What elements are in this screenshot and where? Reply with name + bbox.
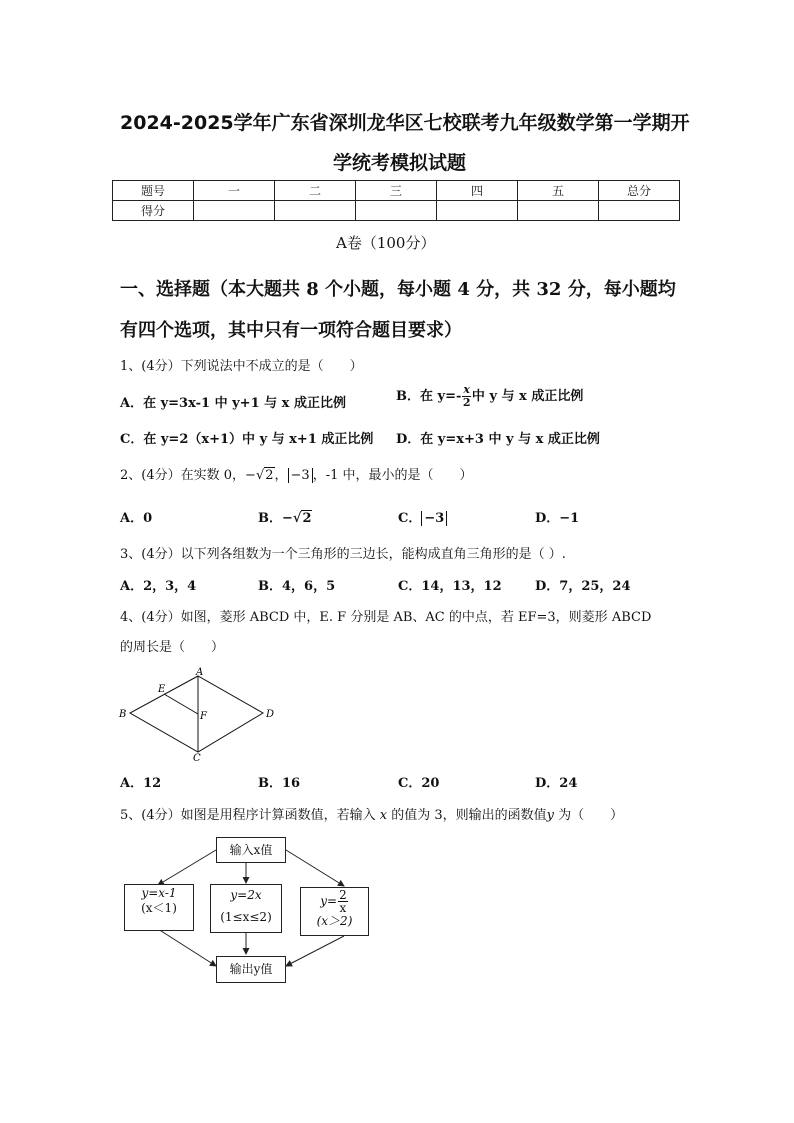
table-cell: 四 [437,181,518,201]
minus-sign: − [245,468,256,483]
q2-stem-prefix: 2、(4分）在实数 0， [120,468,246,483]
section-heading-line-2: 有四个选项，其中只有一项符合题目要求） [120,320,462,341]
table-cell: 一 [194,181,275,201]
table-cell [194,201,275,221]
flow-input-box: 输入x值 [216,837,286,863]
q5-stem-middle: 的值为 3，则输出的函数值 [391,808,547,823]
q1-stem: 1、(4分）下列说法中不成立的是（ ） [120,359,363,374]
table-cell [275,201,356,221]
variable-x: x [379,808,388,823]
variable-y: y [546,808,555,823]
fraction-numerator: x [463,383,470,396]
sqrt-radicand: 2 [302,511,312,526]
table-cell: 总分 [599,181,680,201]
q3-option-c: C．14，13，12 [398,579,502,594]
q2-option-b-prefix: B．− [258,511,293,526]
branch-3-condition: (x＞2) [316,914,353,928]
table-cell [518,201,599,221]
q3-option-b: B．4，6，5 [258,579,336,594]
table-cell [356,201,437,221]
section-heading-line-1: 一、选择题（本大题共 8 个小题，每小题 4 分，共 32 分，每小题均 [120,279,676,300]
label-f: F [200,711,207,722]
flow-branch-3-box [300,887,369,936]
label-e: E [158,684,166,695]
arrow-to-branch-3 [286,850,344,886]
q4-option-a: A．12 [120,776,162,791]
q1-option-b-suffix: 中 y 与 x 成正比例 [471,389,584,404]
q5-stem-suffix: 为（ ） [558,808,624,823]
fraction-denominator: 2 [462,396,471,409]
q2-option-c [398,507,447,526]
q4-stem-line-2: 的周长是（ ） [120,640,225,655]
separator: ， [274,468,288,483]
label-d: D [266,709,275,720]
table-cell [599,201,680,221]
q2-option-a: A．0 [120,511,153,526]
q3-stem: 3、(4分）以下列各组数为一个三角形的三边长，能构成直角三角形的是（ ）. [120,547,566,562]
q2-option-c-prefix: C． [398,511,422,526]
q2-option-b: B．−√2 [258,511,312,526]
branch-1-condition: (x＜1) [141,901,177,915]
absolute-value: −3 [421,511,447,526]
q5-stem [120,804,623,823]
arrow-to-branch-1 [158,850,216,885]
branch-3-formula [301,889,368,914]
absolute-value: −3 [288,468,313,483]
q3-option-a: A．2，3，4 [120,579,197,594]
q1-option-c: C．在 y=2（x+1）中 y 与 x+1 成正比例 [120,432,374,447]
q1-option-d: D．在 y=x+3 中 y 与 x 成正比例 [396,432,600,447]
score-table-score-row [113,201,680,221]
volume-heading: A卷（100分） [336,234,436,252]
label-a: A [196,667,204,678]
branch-2-condition: (1≤x≤2) [220,910,272,924]
fraction-denominator: x [339,901,347,915]
fraction [462,384,471,409]
table-cell: 得分 [113,201,194,221]
q3-option-d: D．7，25，24 [535,579,631,594]
flow-branch-1-box [124,884,194,931]
q4-option-d: D．24 [535,776,578,791]
q2-stem-suffix: ，-1 中，最小的是（ ） [312,468,473,483]
title-line-1: 2024-2025学年广东省深圳龙华区七校联考九年级数学第一学期开 [120,112,690,134]
q4-option-c: C．20 [398,776,440,791]
label-b: B [119,709,127,720]
q1-option-a: A．在 y=3x-1 中 y+1 与 x 成正比例 [120,396,346,411]
table-cell: 题号 [113,181,194,201]
label-c: C [193,753,201,764]
q2-stem: 2、(4分）在实数 0，−√2， −3 ，-1 中，最小的是（ ） [120,468,473,483]
rhombus-outline [130,676,263,752]
q5-stem-prefix: 5、(4分）如图是用程序计算函数值，若输入 [120,808,376,823]
table-cell: 二 [275,181,356,201]
score-table [112,180,680,221]
sqrt-radicand: 2 [265,468,274,483]
branch-3-prefix: y= [320,894,338,908]
arrow-from-branch-1 [158,929,216,966]
fraction [338,889,348,914]
score-table-header-row [113,181,680,201]
q4-stem-line-1: 4、(4分）如图，菱形 ABCD 中，E. F 分别是 AB、AC 的中点，若 EF=3，则菱形 ABCD [120,610,652,625]
rhombus-figure [110,662,290,766]
table-cell: 三 [356,181,437,201]
flow-branch-2-box [210,884,282,933]
fraction-numerator: 2 [339,888,347,902]
title-line-2: 学统考模拟试题 [333,152,467,174]
segment-ef [164,694,198,714]
branch-1-formula: y=x-1 [141,886,177,900]
table-cell: 五 [518,181,599,201]
q1-option-b [396,384,583,409]
q4-option-b: B．16 [258,776,301,791]
q2-option-d: D．−1 [535,511,580,526]
branch-2-formula: y=2x [230,888,262,902]
table-cell [437,201,518,221]
flow-output-box: 输出y值 [216,956,286,983]
arrow-from-branch-3 [286,936,344,966]
q1-option-b-prefix: B．在 y=- [396,389,462,404]
